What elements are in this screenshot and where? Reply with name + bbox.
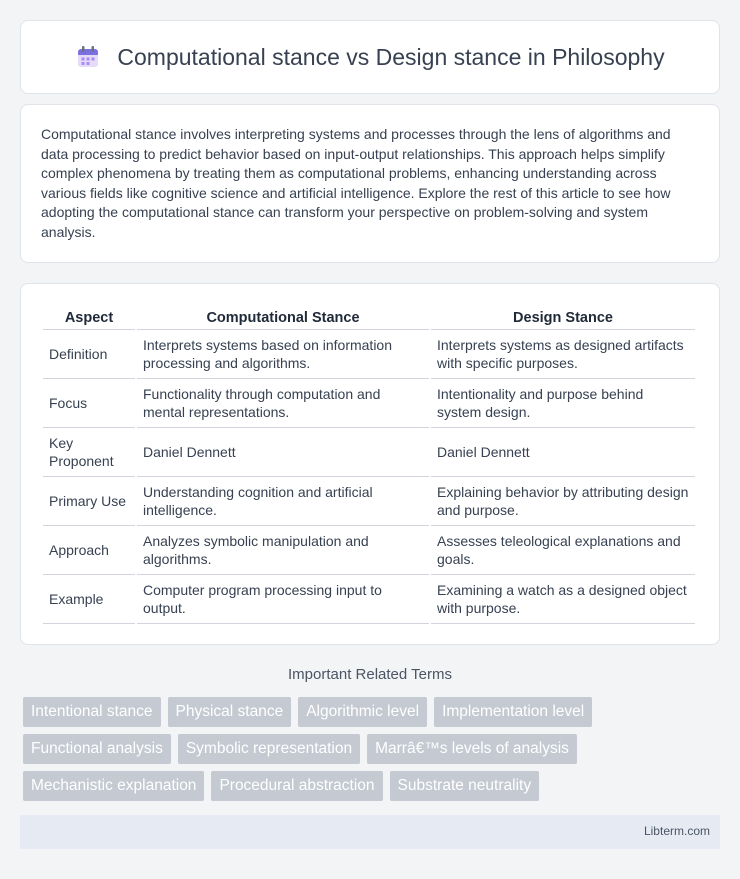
cell-computational: Interprets systems based on information processing and algorithms. [137, 330, 429, 379]
related-terms-list [23, 697, 723, 808]
cell-design: Interprets systems as designed artifacts with specific purposes. [431, 330, 695, 379]
comparison-card [20, 283, 720, 645]
tag-functional-analysis[interactable]: Functional analysis [23, 734, 171, 764]
table-row [43, 379, 695, 428]
tag-implementation-level[interactable]: Implementation level [434, 697, 592, 727]
table-header-row [43, 306, 695, 330]
cell-aspect: Definition [43, 330, 135, 379]
tag-row [23, 771, 723, 801]
cell-design: Assesses teleological explanations and goals. [431, 526, 695, 575]
table-row [43, 428, 695, 477]
tag-substrate-neutrality[interactable]: Substrate neutrality [390, 771, 540, 801]
cell-aspect: Approach [43, 526, 135, 575]
cell-design: Daniel Dennett [431, 428, 695, 477]
tag-symbolic-representation[interactable]: Symbolic representation [178, 734, 360, 764]
tag-procedural-abstraction[interactable]: Procedural abstraction [211, 771, 382, 801]
tag-physical-stance[interactable]: Physical stance [168, 697, 292, 727]
table-row [43, 330, 695, 379]
header-computational: Computational Stance [137, 306, 429, 330]
cell-aspect: Key Proponent [43, 428, 135, 477]
intro-card [20, 104, 720, 263]
calendar-icon [75, 44, 101, 70]
cell-design: Intentionality and purpose behind system design. [431, 379, 695, 428]
cell-computational: Functionality through computation and mental representations. [137, 379, 429, 428]
cell-aspect: Focus [43, 379, 135, 428]
comparison-table [41, 306, 697, 624]
cell-aspect: Example [43, 575, 135, 624]
footer [20, 815, 720, 849]
tag-mechanistic-explanation[interactable]: Mechanistic explanation [23, 771, 204, 801]
tag-marrs-levels[interactable]: Marrâ€™s levels of analysis [367, 734, 577, 764]
cell-computational: Understanding cognition and artificial intelligence. [137, 477, 429, 526]
related-terms-title: Important Related Terms [288, 666, 452, 683]
tag-intentional-stance[interactable]: Intentional stance [23, 697, 161, 727]
cell-computational: Daniel Dennett [137, 428, 429, 477]
table-row [43, 575, 695, 624]
title-card [20, 20, 720, 94]
header-design: Design Stance [431, 306, 695, 330]
page-title: Computational stance vs Design stance in Philosophy [117, 43, 665, 70]
table-row [43, 477, 695, 526]
cell-aspect: Primary Use [43, 477, 135, 526]
tag-row [23, 734, 723, 764]
tag-row [23, 697, 723, 727]
intro-text: Computational stance involves interpreting systems and processes through the lens of algorithms and data processing to predict behavior based on input-output relationships. This approach helps simplify complex phenomena by treating them as computational problems, enhancing understanding across various fields like cognitive science and artificial intelligence. Explore the rest of this article to see how adopting the computational stance can transform your perspective on problem-solving and system analysis. [41, 126, 671, 240]
cell-design: Examining a watch as a designed object with purpose. [431, 575, 695, 624]
footer-brand-link[interactable]: Libterm.com [643, 824, 710, 838]
table-row [43, 526, 695, 575]
cell-design: Explaining behavior by attributing design and purpose. [431, 477, 695, 526]
cell-computational: Analyzes symbolic manipulation and algorithms. [137, 526, 429, 575]
tag-algorithmic-level[interactable]: Algorithmic level [298, 697, 427, 727]
cell-computational: Computer program processing input to output. [137, 575, 429, 624]
header-aspect: Aspect [43, 306, 135, 330]
